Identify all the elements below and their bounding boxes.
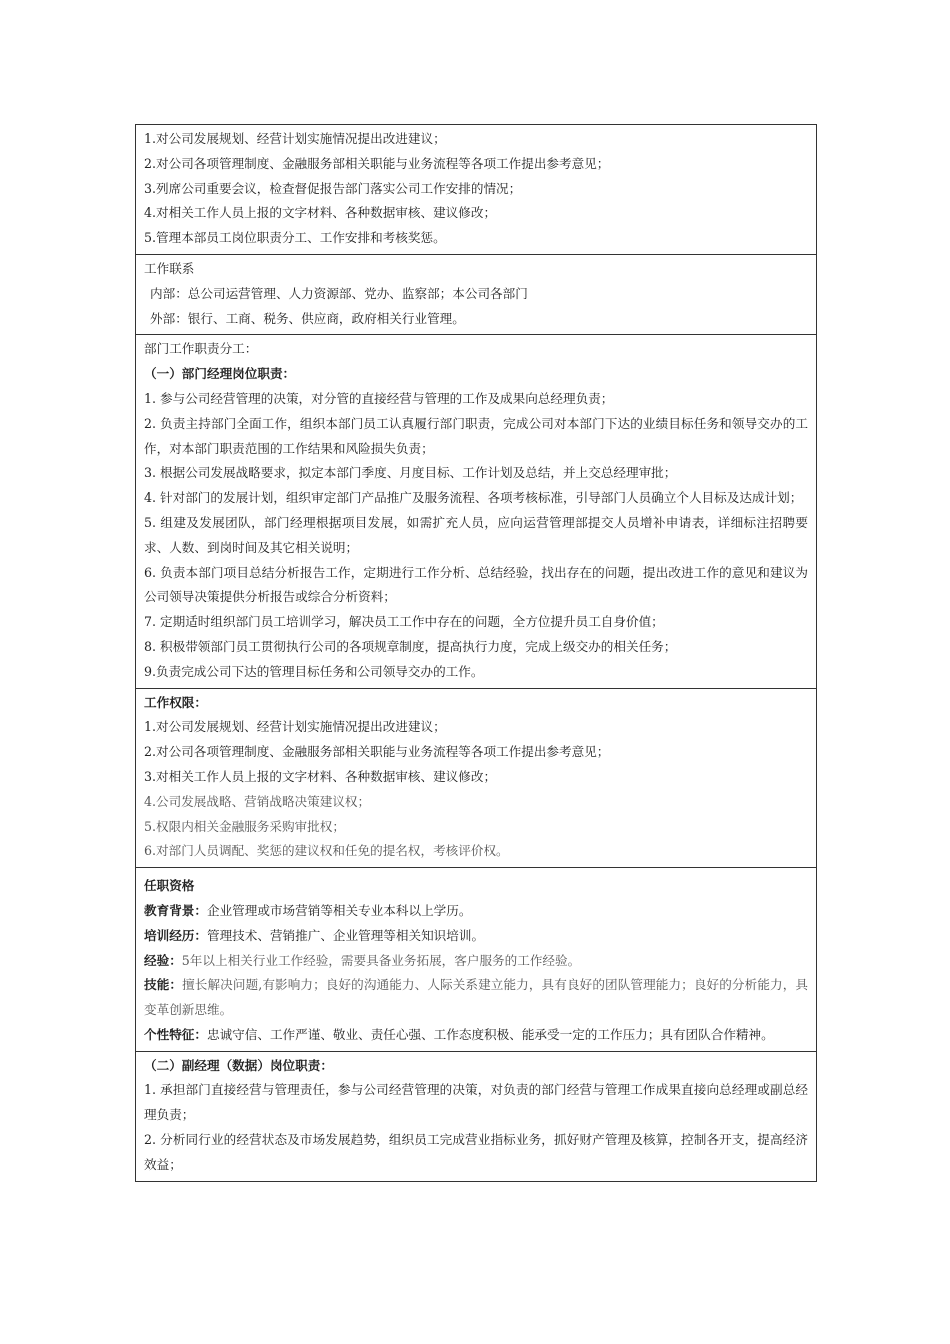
list-item: 2. 负责主持部门全面工作，组织本部门员工认真履行部门职责，完成公司对本部门下达的业绩目标任务和领导交办的工作，对本部门职责范围的工作结果和风险损失负责； <box>144 415 808 456</box>
section-work-contacts <box>136 255 816 335</box>
list-item: 6.对部门人员调配、奖惩的建议权和任免的提名权，考核评价权。 <box>144 843 509 859</box>
section-work-authority <box>136 689 816 869</box>
section-deputy-manager-duties <box>136 1052 816 1181</box>
experience-value: 5年以上相关行业工作经验，需要具备业务拓展，客户服务的工作经验。 <box>181 952 581 968</box>
list-item: 4.对相关工作人员上报的文字材料、各种数据审核、建议修改； <box>144 205 497 221</box>
education-label: 教育背景： <box>144 902 207 918</box>
list-item: 1. 承担部门直接经营与管理责任，参与公司经营管理的决策，对负责的部门经营与管理工作成果直接向总经理或副总经理负责； <box>144 1082 808 1123</box>
personality-value: 忠诚守信、工作严谨、敬业、责任心强、工作态度积极、能承受一定的工作压力；具有团队合作精神。 <box>206 1026 774 1042</box>
personality-row <box>144 1023 808 1048</box>
list-item: 5. 组建及发展团队，部门经理根据项目发展，如需扩充人员，应向运营管理部提交人员增补申请表，详细标注招聘要求、人数、到岗时间及其它相关说明； <box>144 514 808 555</box>
skills-label: 技能： <box>144 977 183 993</box>
list-item: 8. 积极带领部门员工贯彻执行公司的各项规章制度，提高执行力度，完成上级交办的相关任务； <box>144 638 677 654</box>
list-item: 6. 负责本部门项目总结分析报告工作，定期进行工作分析、总结经验，找出存在的问题，提出改进工作的意见和建议为公司领导决策提供分析报告或综合分析资料； <box>144 564 808 605</box>
list-item: 4. 针对部门的发展计划，组织审定部门产品推广及服务流程、各项考核标准，引导部门人员确立个人目标及达成计划； <box>144 490 803 506</box>
deputy-duties-heading: （二）副经理（数据）岗位职责： <box>144 1057 333 1073</box>
training-label: 培训经历： <box>144 927 207 943</box>
skills-value: 擅长解决问题,有影响力；良好的沟通能力、人际关系建立能力，具有良好的团队管理能力；良好的分析能力，具变革创新思维。 <box>144 977 808 1018</box>
list-item: 3.对相关工作人员上报的文字材料、各种数据审核、建议修改； <box>144 768 497 784</box>
section-department-duties <box>136 335 816 688</box>
list-item: 2.对公司各项管理制度、金融服务部相关职能与业务流程等各项工作提出参考意见； <box>144 744 610 760</box>
section-title: 工作联系 <box>144 260 195 276</box>
list-item: 3. 根据公司发展战略要求，拟定本部门季度、月度目标、工作计划及总结，并上交总经理审批； <box>144 465 677 481</box>
list-item: 1.对公司发展规划、经营计划实施情况提出改进建议； <box>144 719 446 735</box>
personality-label: 个性特征： <box>144 1026 207 1042</box>
responsibility-table <box>135 124 817 1182</box>
list-item: 3.列席公司重要会议，检查督促报告部门落实公司工作安排的情况； <box>144 180 522 196</box>
list-item: 4.公司发展战略、营销战略决策建议权； <box>144 793 371 809</box>
list-item: 7. 定期适时组织部门员工培训学习，解决员工工作中存在的问题，全方位提升员工自身价值； <box>144 614 664 630</box>
section-title: 任职资格 <box>144 878 195 894</box>
list-item: 5.权限内相关金融服务采购审批权； <box>144 818 345 834</box>
skills-row <box>144 973 808 1023</box>
experience-label: 经验： <box>144 952 182 968</box>
list-item: 2.对公司各项管理制度、金融服务部相关职能与业务流程等各项工作提出参考意见； <box>144 155 610 171</box>
training-row <box>144 924 808 949</box>
experience-row <box>144 949 808 974</box>
training-value: 管理技术、营销推广、企业管理等相关知识培训。 <box>206 927 485 943</box>
list-item: 1.对公司发展规划、经营计划实施情况提出改进建议； <box>144 131 446 146</box>
list-item: 1. 参与公司经营管理的决策，对分管的直接经营与管理的工作及成果向总经理负责； <box>144 390 614 406</box>
internal-contacts: 内部：总公司运营管理、人力资源部、党办、监察部；本公司各部门 <box>150 285 528 301</box>
list-item: 5.管理本部员工岗位职责分工、工作安排和考核奖惩。 <box>144 230 446 246</box>
education-row <box>144 899 808 924</box>
education-value: 企业管理或市场营销等相关专业本科以上学历。 <box>206 902 472 918</box>
section-title: 工作权限： <box>144 694 207 710</box>
section-qualifications <box>136 868 816 1052</box>
section-suggestions <box>136 125 816 255</box>
list-item: 9.负责完成公司下达的管理目标任务和公司领导交办的工作。 <box>144 663 484 679</box>
manager-duties-heading: （一）部门经理岗位职责： <box>144 366 296 382</box>
list-item: 2. 分析同行业的经营状态及市场发展趋势，组织员工完成营业指标业务，抓好财产管理及核算，控制各开支，提高经济效益； <box>144 1132 808 1172</box>
section-title: 部门工作职责分工： <box>144 341 258 357</box>
external-contacts: 外部：银行、工商、税务、供应商，政府相关行业管理。 <box>150 310 465 326</box>
